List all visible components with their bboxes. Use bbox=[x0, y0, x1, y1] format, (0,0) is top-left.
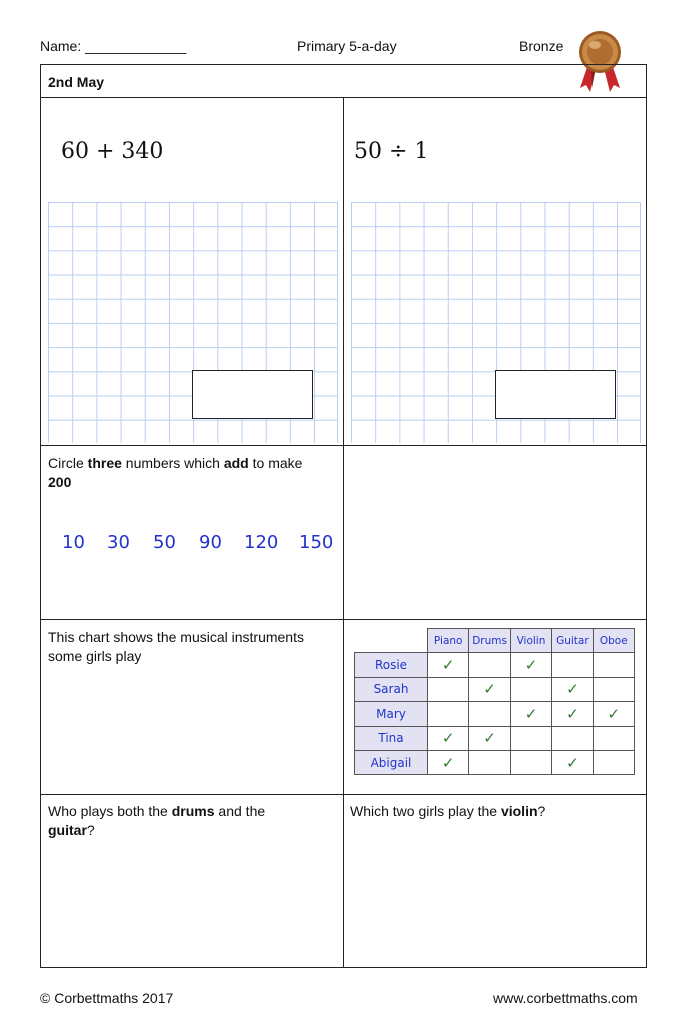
tick-cell bbox=[552, 702, 593, 726]
tick-cell bbox=[552, 653, 593, 677]
table-row bbox=[355, 702, 635, 726]
question-4-text: Who plays both the drums and the guitar? bbox=[48, 803, 266, 838]
tick-cell bbox=[593, 702, 634, 726]
number-choice[interactable]: 30 bbox=[107, 532, 130, 553]
check-icon: ✓ bbox=[441, 656, 455, 675]
tick-cell bbox=[510, 726, 551, 750]
row-label: Sarah bbox=[355, 677, 428, 701]
tick-cell bbox=[428, 726, 469, 750]
row-label: Rosie bbox=[355, 653, 428, 677]
tick-cell bbox=[552, 677, 593, 701]
check-icon: ✓ bbox=[441, 753, 455, 772]
tick-cell bbox=[593, 653, 634, 677]
name-field-label: Name: _____________ bbox=[40, 38, 187, 54]
tick-cell bbox=[428, 677, 469, 701]
column-header: Oboe bbox=[593, 629, 634, 653]
tick-cell bbox=[469, 677, 510, 701]
divider bbox=[343, 97, 344, 967]
check-icon: ✓ bbox=[524, 704, 538, 723]
table-row bbox=[355, 750, 635, 774]
tick-cell bbox=[428, 653, 469, 677]
chart-intro-text: This chart shows the musical instruments some girls play bbox=[48, 629, 304, 664]
instrument-table bbox=[354, 628, 635, 775]
tick-cell bbox=[428, 702, 469, 726]
column-header: Piano bbox=[428, 629, 469, 653]
table-corner bbox=[355, 629, 428, 653]
table-row bbox=[355, 653, 635, 677]
check-icon: ✓ bbox=[607, 704, 621, 723]
website-link[interactable]: www.corbettmaths.com bbox=[493, 990, 638, 1006]
tick-cell bbox=[552, 750, 593, 774]
column-header: Violin bbox=[510, 629, 551, 653]
row-label: Abigail bbox=[355, 750, 428, 774]
tick-cell bbox=[593, 677, 634, 701]
check-icon: ✓ bbox=[524, 656, 538, 675]
table-row bbox=[355, 726, 635, 750]
table-header-row bbox=[355, 629, 635, 653]
question-5-text: Which two girls play the violin? bbox=[350, 803, 546, 819]
check-icon: ✓ bbox=[566, 753, 579, 772]
tick-cell bbox=[593, 750, 634, 774]
tick-cell bbox=[510, 702, 551, 726]
answer-box-1[interactable] bbox=[192, 370, 313, 419]
question-2-expression: 50 ÷ 1 bbox=[354, 139, 429, 164]
instrument-chart bbox=[354, 628, 635, 775]
tick-cell bbox=[469, 653, 510, 677]
tick-cell bbox=[469, 726, 510, 750]
number-choice[interactable]: 120 bbox=[244, 532, 279, 553]
check-icon: ✓ bbox=[441, 729, 455, 748]
number-choice[interactable]: 150 bbox=[299, 532, 334, 553]
check-icon: ✓ bbox=[566, 704, 579, 723]
tick-cell bbox=[469, 702, 510, 726]
row-label: Tina bbox=[355, 726, 428, 750]
number-choice[interactable]: 90 bbox=[199, 532, 222, 553]
tick-cell bbox=[469, 750, 510, 774]
tick-cell bbox=[510, 677, 551, 701]
question-1-expression: 60 + 340 bbox=[61, 139, 164, 164]
number-choice[interactable]: 10 bbox=[62, 532, 85, 553]
table-row bbox=[355, 677, 635, 701]
tick-cell bbox=[428, 750, 469, 774]
number-choices bbox=[62, 532, 333, 553]
copyright-text: © Corbettmaths 2017 bbox=[40, 990, 174, 1006]
tick-cell bbox=[593, 726, 634, 750]
tick-cell bbox=[510, 750, 551, 774]
level-label: Bronze bbox=[519, 38, 564, 54]
check-icon: ✓ bbox=[566, 680, 579, 699]
row-label: Mary bbox=[355, 702, 428, 726]
check-icon: ✓ bbox=[483, 729, 496, 748]
check-icon: ✓ bbox=[483, 680, 496, 699]
answer-box-2[interactable] bbox=[495, 370, 616, 419]
tick-cell bbox=[510, 653, 551, 677]
number-choice[interactable]: 50 bbox=[153, 532, 176, 553]
column-header: Drums bbox=[469, 629, 510, 653]
tick-cell bbox=[552, 726, 593, 750]
worksheet-title: Primary 5-a-day bbox=[297, 38, 397, 54]
date-label: 2nd May bbox=[48, 74, 105, 90]
worksheet-grid bbox=[40, 64, 647, 968]
column-header: Guitar bbox=[552, 629, 593, 653]
question-3-text: Circle three numbers which add to make 200 bbox=[48, 455, 303, 490]
